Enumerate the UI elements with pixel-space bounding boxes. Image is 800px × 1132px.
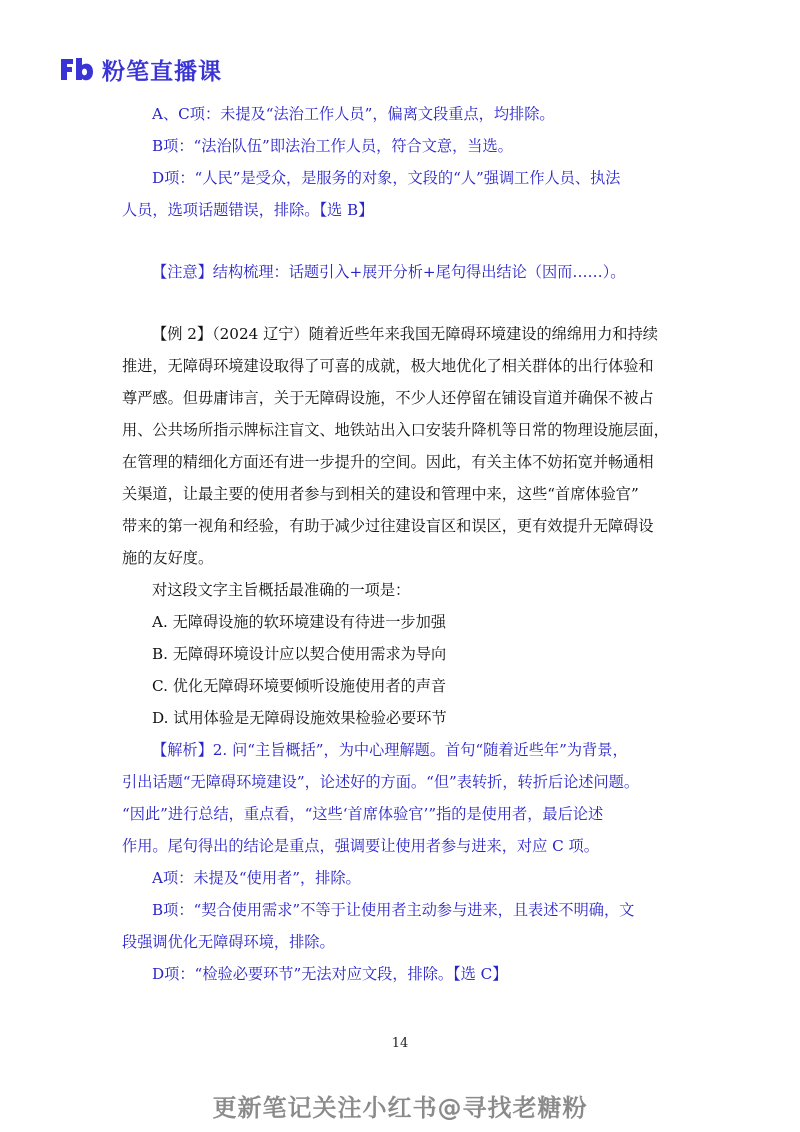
- example-passage-line: 带来的第一视角和经验，有助于减少过往建设盲区和误区，更有效提升无障碍设: [122, 517, 654, 535]
- analysis-line: 作用。尾句得出的结论是重点，强调要让使用者参与进来，对应 C 项。: [122, 837, 599, 855]
- analysis-option-a: A项：未提及“使用者”，排除。: [152, 869, 361, 887]
- page-number: 14: [391, 1036, 409, 1051]
- prev-analysis-option-d-line: 人员，选项话题错误，排除。【选 B】: [122, 201, 374, 219]
- prev-analysis-option-b: B项：“法治队伍”即法治工作人员，符合文意，当选。: [152, 137, 513, 155]
- brand-logo: [58, 52, 222, 86]
- analysis-line: 【解析】2. 问“主旨概括”，为中心理解题。首句“随着近些年”为背景，: [152, 741, 628, 759]
- prev-analysis-option-d-line: D项：“人民”是受众，是服务的对象，文段的“人”强调工作人员、执法: [152, 169, 621, 187]
- example-passage-line: 关渠道，让最主要的使用者参与到相关的建设和管理中来，这些“首席体验官”: [122, 485, 639, 503]
- question-stem: 对这段文字主旨概括最准确的一项是：: [152, 581, 411, 599]
- analysis-option-d: D项：“检验必要环节”无法对应文段，排除。【选 C】: [152, 965, 508, 983]
- prev-analysis-option-ac: A、C项：未提及“法治工作人员”，偏离文段重点，均排除。: [152, 105, 555, 123]
- answer-option-c: C. 优化无障碍环境要倾听设施使用者的声音: [152, 677, 447, 695]
- page-content: [122, 98, 682, 990]
- answer-option-b: B. 无障碍环境设计应以契合使用需求为导向: [152, 645, 447, 663]
- analysis-line: “因此”进行总结，重点看，“这些‘首席体验官’”指的是使用者，最后论述: [122, 805, 604, 823]
- example-passage-line: 施的友好度。: [122, 549, 214, 567]
- analysis-line: 引出话题“无障碍环境建设”，论述好的方面。“但”表转折，转折后论述问题。: [122, 773, 640, 791]
- example-passage-line: 在管理的精细化方面还有进一步提升的空间。因此，有关主体不妨拓宽并畅通相: [122, 453, 654, 471]
- example-passage-line: 尊严感。但毋庸讳言，关于无障碍设施，不少人还停留在铺设盲道并确保不被占: [122, 389, 654, 407]
- example-passage-line: 用、公共场所指示牌标注盲文、地铁站出入口安装升降机等日常的物理设施层面，: [122, 421, 669, 439]
- example-passage-line: 【例 2】（2024 辽宁）随着近些年来我国无障碍环境建设的绵绵用力和持续: [152, 325, 658, 343]
- answer-option-d: D. 试用体验是无障碍设施效果检验必要环节: [152, 709, 447, 727]
- analysis-option-b-line: B项：“契合使用需求”不等于让使用者主动参与进来，且表述不明确，文: [152, 901, 635, 919]
- fenbi-logo-icon: [58, 55, 94, 83]
- logo-text: 粉笔直播课: [102, 58, 222, 85]
- structure-note: 【注意】结构梳理：话题引入+展开分析+尾句得出结论（因而……）。: [152, 263, 626, 281]
- answer-option-a: A. 无障碍设施的软环境建设有待进一步加强: [152, 613, 446, 631]
- example-passage-line: 推进，无障碍环境建设取得了可喜的成就，极大地优化了相关群体的出行体验和: [122, 357, 654, 375]
- analysis-option-b-line: 段强调优化无障碍环境，排除。: [122, 933, 335, 951]
- watermark-text: 更新笔记关注小红书@寻找老糖粉: [212, 1094, 588, 1122]
